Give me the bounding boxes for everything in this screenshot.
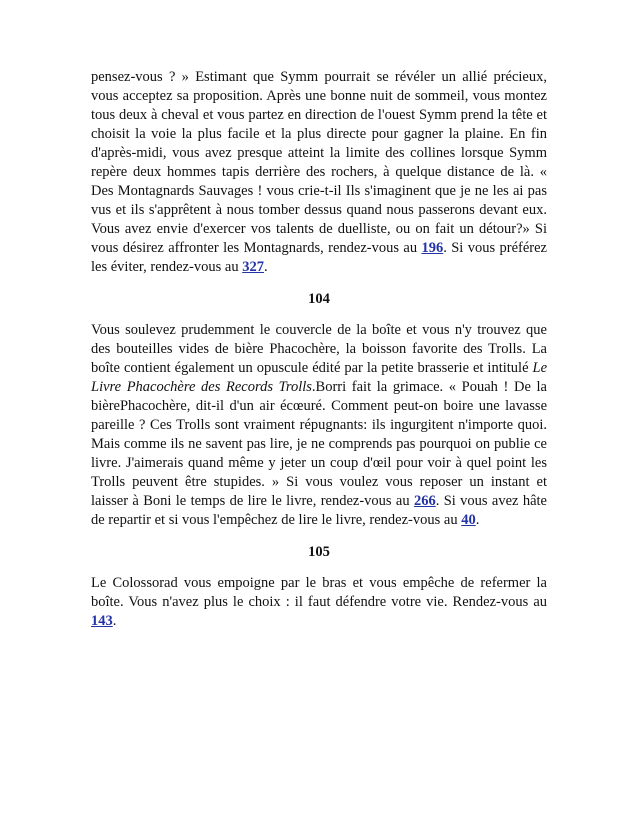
paragraph-text: .Borri fait la grimace. « Pouah ! De la bièrePhacochère, dit-il d'un air écœuré. Comment peut-on boire une lavasse pareille ? Ces Trolls sont vraiment répugnants: ils ingurgitent n'importe quoi. Mais comme ils ne savent pas lire, je ne comprends pas pourquoi on publie ce livre. J'aimerais quand même y jeter un coup d'œil pour voir à quel point les Trolls peuvent être stupides. » Si vous voulez vous reposer un instant et laisser à Boni le temps de lire le livre, rendez-vous au: [91, 379, 547, 509]
link-section-266[interactable]: 266: [413, 493, 436, 509]
section-105-paragraph: [91, 574, 547, 631]
section-number-105: 105: [308, 544, 330, 560]
paragraph-text: .: [112, 613, 117, 629]
book-title: Le Livre Phacochère des Records Trolls: [91, 360, 547, 395]
paragraph-text: . Si vous préférez les éviter, rendez-vous au: [91, 240, 547, 275]
section-number-104: 104: [308, 291, 330, 307]
paragraph-text: Vous soulevez prudemment le couvercle de la boîte et vous n'y trouvez que des bouteilles vides de bière Phacochère, la boisson favorite des Trolls. La boîte contient également un opuscule édité par la petite brasserie et intitulé: [91, 322, 547, 376]
paragraph-text: .: [475, 512, 480, 528]
paragraph-continuation: [91, 68, 547, 277]
link-section-327[interactable]: 327: [242, 259, 264, 275]
paragraph-text: Le Colossorad vous empoigne par le bras et vous empêche de refermer la boîte. Vous n'avez plus le choix : il faut défendre votre vie. Rendez-vous au: [91, 575, 547, 610]
paragraph-text: . Si vous avez hâte de repartir et si vous l'empêchez de lire le livre, rendez-vous au: [91, 493, 547, 528]
link-section-40[interactable]: 40: [461, 512, 476, 528]
section-104-paragraph: [91, 321, 547, 530]
link-section-196[interactable]: 196: [421, 240, 444, 256]
paragraph-text: pensez-vous ? » Estimant que Symm pourrait se révéler un allié précieux, vous acceptez sa proposition. Après une bonne nuit de sommeil, vous montez tous deux à cheval et vous partez en direction de l'ouest Symm prend la tête et choisit la voie la plus facile et la plus directe pour gagner la plaine. En fin d'après-midi, vous avez presque atteint la limite des collines lorsque Symm repère deux hommes tapis derrière des rochers, à quelque distance de là. « Des Montagnards Sauvages ! vous crie-t-il Ils s'imaginent que je ne les ai pas vus et ils s'apprêtent à nous tomber dessus quand nous passerons devant eux. Vous avez envie d'exercer vos talents de duelliste, ou on fait un détour?» Si vous désirez affronter les Montagnards, rendez-vous au: [91, 69, 547, 256]
paragraph-text: .: [263, 259, 268, 275]
book-page: [91, 68, 547, 631]
link-section-143[interactable]: 143: [91, 613, 113, 629]
